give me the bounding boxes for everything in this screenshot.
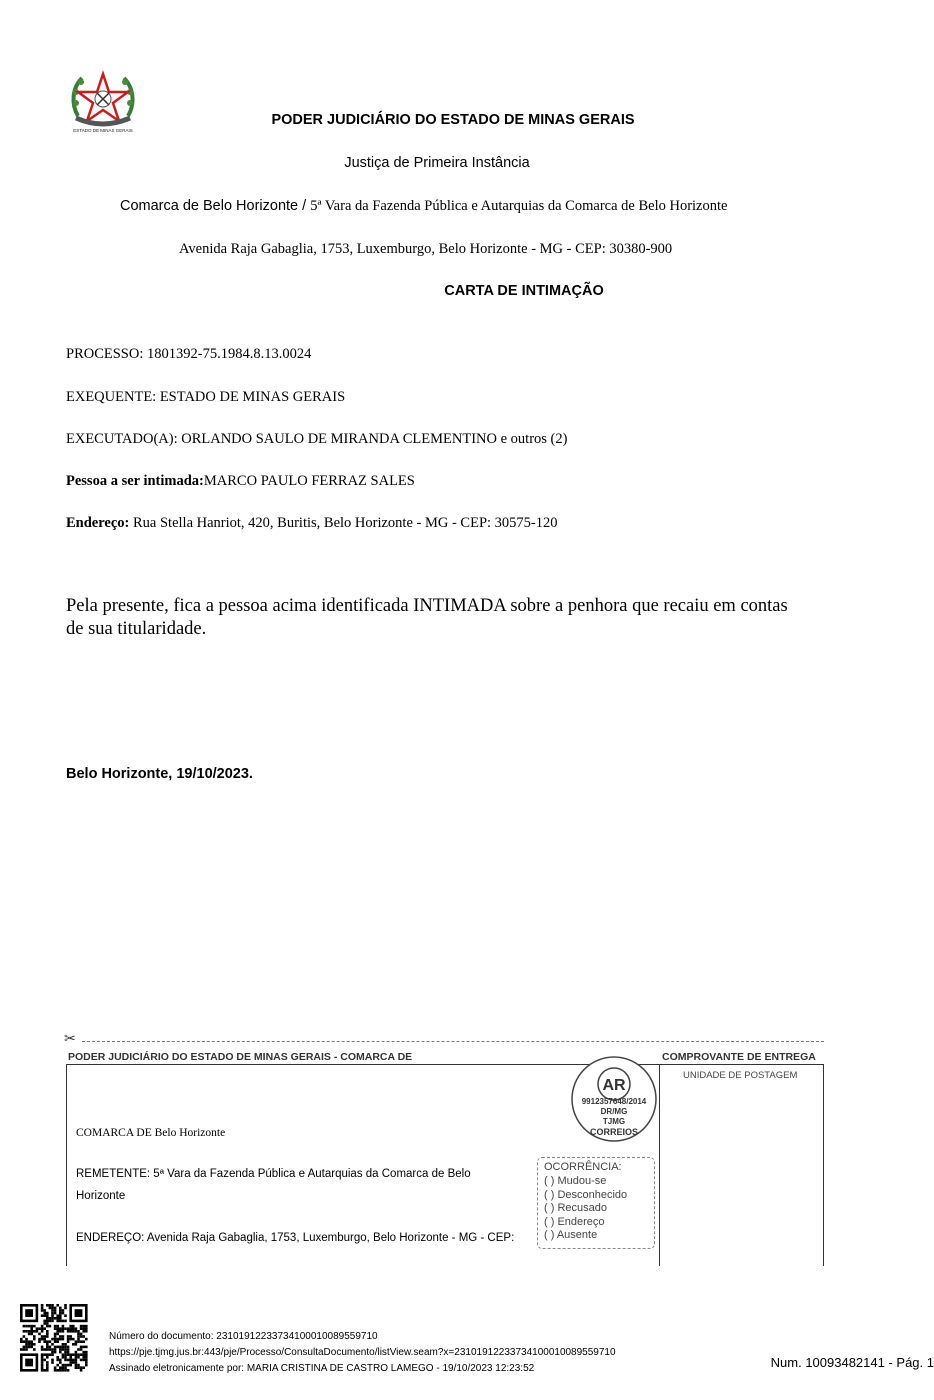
stamp-brand: CORREIOS — [589, 1127, 639, 1137]
signature-line: Assinado eletronicamente por: MARIA CRISTINA DE CASTRO LAMEGO - 19/10/2023 12:23:52 — [109, 1363, 535, 1374]
ar-label: AR — [602, 1077, 626, 1094]
receipt-remetente-line-1: REMETENTE: 5ª Vara da Fazenda Pública e Autarquias da Comarca de Belo — [76, 1168, 471, 1180]
pessoa-label: Pessoa a ser intimada: — [66, 473, 204, 489]
receipt-divider — [659, 1064, 660, 1266]
comarca-line — [120, 198, 727, 215]
receipt-left-rule — [66, 1064, 67, 1266]
endereco-field — [66, 515, 558, 532]
receipt-comarca: COMARCA DE Belo Horizonte — [76, 1127, 226, 1139]
endereco-value: Rua Stella Hanriot, 420, Buritis, Belo Horizonte - MG - CEP: 30575-120 — [129, 515, 558, 531]
body-line-2: de sua titularidade. — [66, 619, 207, 639]
receipt-top-rule — [66, 1064, 824, 1065]
document-number: Número do documento: 23101912233734100010089559710 — [109, 1331, 378, 1342]
court-address: Avenida Raja Gabaglia, 1753, Luxemburgo, Belo Horizonte - MG - CEP: 30380-900 — [179, 241, 673, 257]
pessoa-value: MARCO PAULO FERRAZ SALES — [203, 473, 415, 489]
exequente-field: EXEQUENTE: ESTADO DE MINAS GERAIS — [66, 389, 346, 405]
pessoa-field — [66, 473, 415, 490]
ocorrencia-mudou-se: ( ) Mudou-se — [544, 1175, 607, 1187]
receipt-header-right: COMPROVANTE DE ENTREGA — [662, 1051, 816, 1063]
page-number: Num. 10093482141 - Pág. 1 — [770, 1355, 934, 1370]
unidade-postagem: UNIDADE DE POSTAGEM — [683, 1070, 798, 1081]
endereco-label: Endereço: — [66, 515, 130, 531]
receipt-remetente-line-2: Horizonte — [76, 1190, 126, 1202]
qr-code — [20, 1304, 90, 1378]
body-line-1: Pela presente, fica a pessoa acima identificada INTIMADA sobre a penhora que recaiu em contas — [66, 596, 788, 616]
date-line: Belo Horizonte, 19/10/2023. — [66, 766, 253, 782]
ocorrencia-desconhecido: ( ) Desconhecido — [544, 1189, 628, 1201]
ocorrencia-endereco: ( ) Endereço — [544, 1216, 605, 1228]
ocorrencia-title: OCORRÊNCIA: — [544, 1161, 622, 1173]
stamp-org: TJMG — [602, 1117, 626, 1126]
cut-line — [82, 1041, 824, 1042]
document-url[interactable]: https://pje.tjmg.jus.br:443/pje/Processo/ConsultaDocumento/listView.seam?x=23101912233734100010089559710 — [109, 1347, 616, 1358]
court-title: PODER JUDICIÁRIO DO ESTADO DE MINAS GERAIS — [271, 112, 635, 128]
stamp-code: 9912357648/2014 — [581, 1097, 647, 1106]
stamp-dr: DR/MG — [600, 1107, 628, 1116]
scissors-icon: ✂ — [64, 1032, 76, 1047]
receipt-right-rule — [823, 1064, 824, 1266]
executado-field: EXECUTADO(A): ORLANDO SAULO DE MIRANDA CLEMENTINO e outros (2) — [66, 431, 568, 447]
ar-stamp — [569, 1054, 659, 1144]
comarca-label: Comarca de Belo Horizonte / — [120, 198, 311, 214]
document-title: CARTA DE INTIMAÇÃO — [444, 283, 604, 299]
ocorrencia-ausente: ( ) Ausente — [544, 1229, 598, 1241]
processo-field: PROCESSO: 1801392-75.1984.8.13.0024 — [66, 346, 312, 362]
instance-line: Justiça de Primeira Instância — [344, 155, 530, 171]
receipt-endereco: ENDEREÇO: Avenida Raja Gabaglia, 1753, Luxemburgo, Belo Horizonte - MG - CEP: — [76, 1232, 515, 1244]
comarca-vara: 5ª Vara da Fazenda Pública e Autarquias da Comarca de Belo Horizonte — [310, 198, 728, 214]
ocorrencia-recusado: ( ) Recusado — [544, 1202, 607, 1214]
svg-text:ESTADO DE MINAS GERAIS: ESTADO DE MINAS GERAIS — [73, 128, 133, 133]
receipt-header-left: PODER JUDICIÁRIO DO ESTADO DE MINAS GERAIS - COMARCA DE — [68, 1051, 413, 1063]
